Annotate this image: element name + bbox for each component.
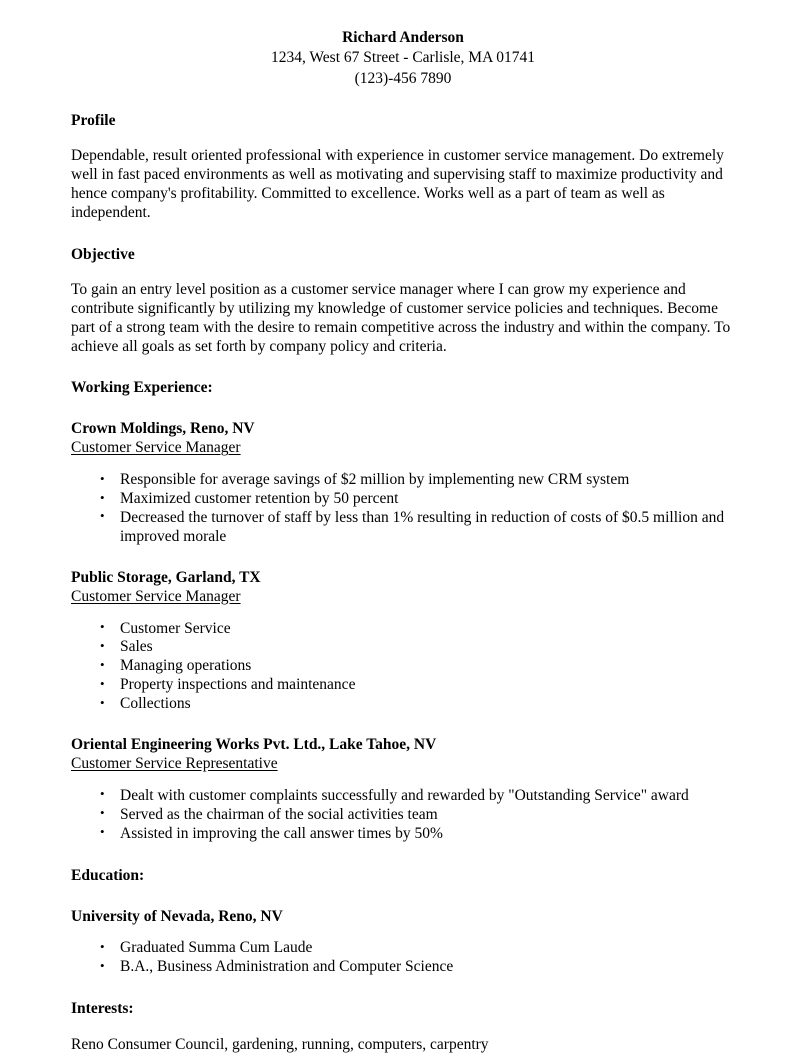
list-item: • Responsible for average savings of $2 million by implementing new CRM system — [71, 471, 735, 490]
section-heading-education: Education: — [71, 866, 145, 884]
job-company: Oriental Engineering Works Pvt. Ltd., Lake Tahoe, NV — [71, 736, 437, 754]
job-title: Customer Service Manager — [71, 439, 241, 457]
job-entry — [71, 736, 735, 844]
list-item: • Property inspections and maintenance — [71, 676, 735, 695]
list-item: • Maximized customer retention by 50 percent — [71, 490, 735, 509]
job-title: Customer Service Representative — [71, 755, 278, 773]
education-bullet-list — [71, 939, 735, 977]
section-heading-objective: Objective — [71, 245, 135, 263]
section-heading-profile: Profile — [71, 112, 116, 130]
job-title: Customer Service Manager — [71, 587, 241, 605]
resume-header — [71, 28, 735, 89]
candidate-phone: (123)-456 7890 — [354, 69, 452, 87]
profile-text: Dependable, result oriented professional with experience in customer service management. Do extremely well in fast paced environments as well as motivating and supervising staff to maximize productivity and hence company's profitability. Committed to excellence. Works well as a part of team as well as independent. — [71, 147, 724, 221]
candidate-address: 1234, West 67 Street - Carlisle, MA 01741 — [270, 49, 536, 67]
education-school: University of Nevada, Reno, NV — [71, 907, 283, 925]
list-item: • Assisted in improving the call answer times by 50% — [71, 825, 735, 844]
candidate-name: Richard Anderson — [342, 29, 464, 46]
list-item: • Sales — [71, 638, 735, 657]
list-item: • Collections — [71, 695, 735, 714]
section-heading-working-experience: Working Experience: — [71, 379, 213, 397]
section-heading-interests: Interests: — [71, 1000, 134, 1018]
job-company: Crown Moldings, Reno, NV — [71, 420, 255, 438]
job-bullet-list — [71, 787, 735, 844]
list-item: • Customer Service — [71, 620, 735, 639]
list-item: • Graduated Summa Cum Laude — [71, 939, 735, 958]
objective-text: To gain an entry level position as a customer service manager where I can grow my experience and contribute significantly by utilizing my knowledge of customer service policies and techniques. Become part of a strong team with the desire to remain competitive across the industry and within the company. To achieve all goals as set forth by company policy and criteria. — [71, 280, 731, 355]
job-entry — [71, 420, 735, 546]
list-item: • Managing operations — [71, 657, 735, 676]
interests-text: Reno Consumer Council, gardening, running, computers, carpentry — [71, 1036, 489, 1054]
list-item: • B.A., Business Administration and Computer Science — [71, 958, 735, 977]
job-bullet-list — [71, 471, 735, 547]
list-item: • Decreased the turnover of staff by less than 1% resulting in reduction of costs of $0.5 million and improved morale — [71, 509, 735, 547]
job-entry — [71, 569, 735, 714]
list-item: • Served as the chairman of the social activities team — [71, 806, 735, 825]
job-company: Public Storage, Garland, TX — [71, 568, 261, 586]
list-item: • Dealt with customer complaints successfully and rewarded by "Outstanding Service" award — [71, 787, 735, 806]
job-bullet-list — [71, 620, 735, 715]
